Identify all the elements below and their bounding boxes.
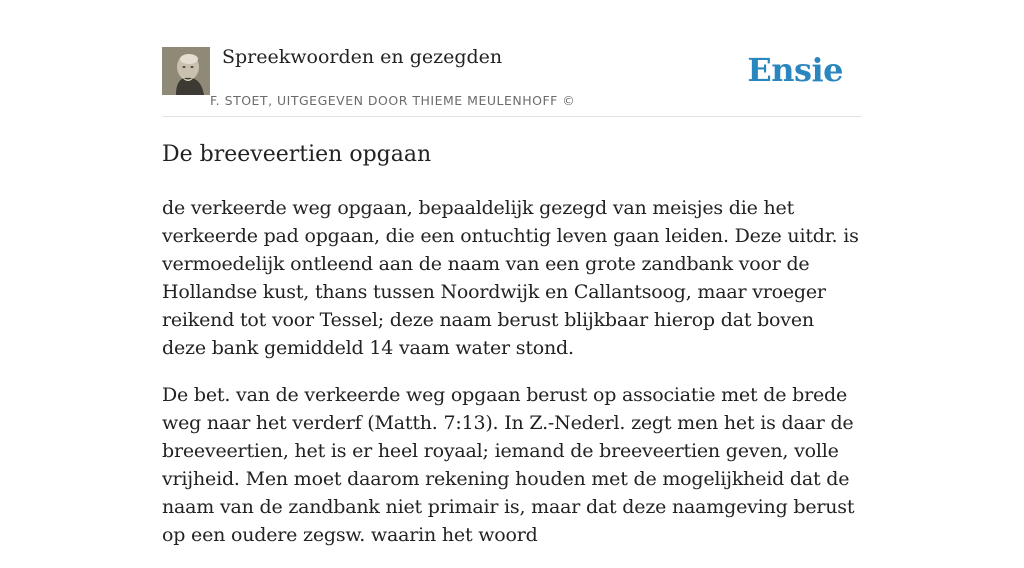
ensie-logo[interactable]: Ensie: [747, 51, 843, 89]
source-credit: F. STOET, UITGEGEVEN DOOR THIEME MEULENHOFF ©: [210, 93, 576, 108]
book-title[interactable]: Spreekwoorden en gezegden: [222, 46, 503, 68]
entry-paragraph: de verkeerde weg opgaan, bepaaldelijk gezegd van meisjes die het verkeerde pad opgaan, die een ontuchtig leven gaan leiden. Deze uitdr. is vermoedelijk ontleend aan de naam van een grote zandbank voor de Hollandse kust, thans tussen Noordwijk en Callantsoog, maar vroeger reikend tot voor Tessel; deze naam berust blijkbaar hierop dat boven deze bank gemiddeld 14 vaam water stond.: [162, 197, 859, 359]
entry-content: [162, 139, 862, 568]
author-portrait-icon[interactable]: [162, 47, 210, 95]
entry-title: De breeveertien opgaan: [162, 142, 432, 167]
book-header: [162, 46, 862, 117]
entry-paragraph: De bet. van de verkeerde weg opgaan berust op associatie met de brede weg naar het verderf (Matth. 7:13). In Z.-Nederl. zegt men het is daar de breeveertien, het is er heel royaal; iemand de breeveertien geven, volle vrijheid. Men moet daarom rekening houden met de mogelijkheid dat de naam van de zandbank niet primair is, maar dat deze naamgeving berust op een oudere zegsw. waarin het woord: [162, 384, 855, 546]
